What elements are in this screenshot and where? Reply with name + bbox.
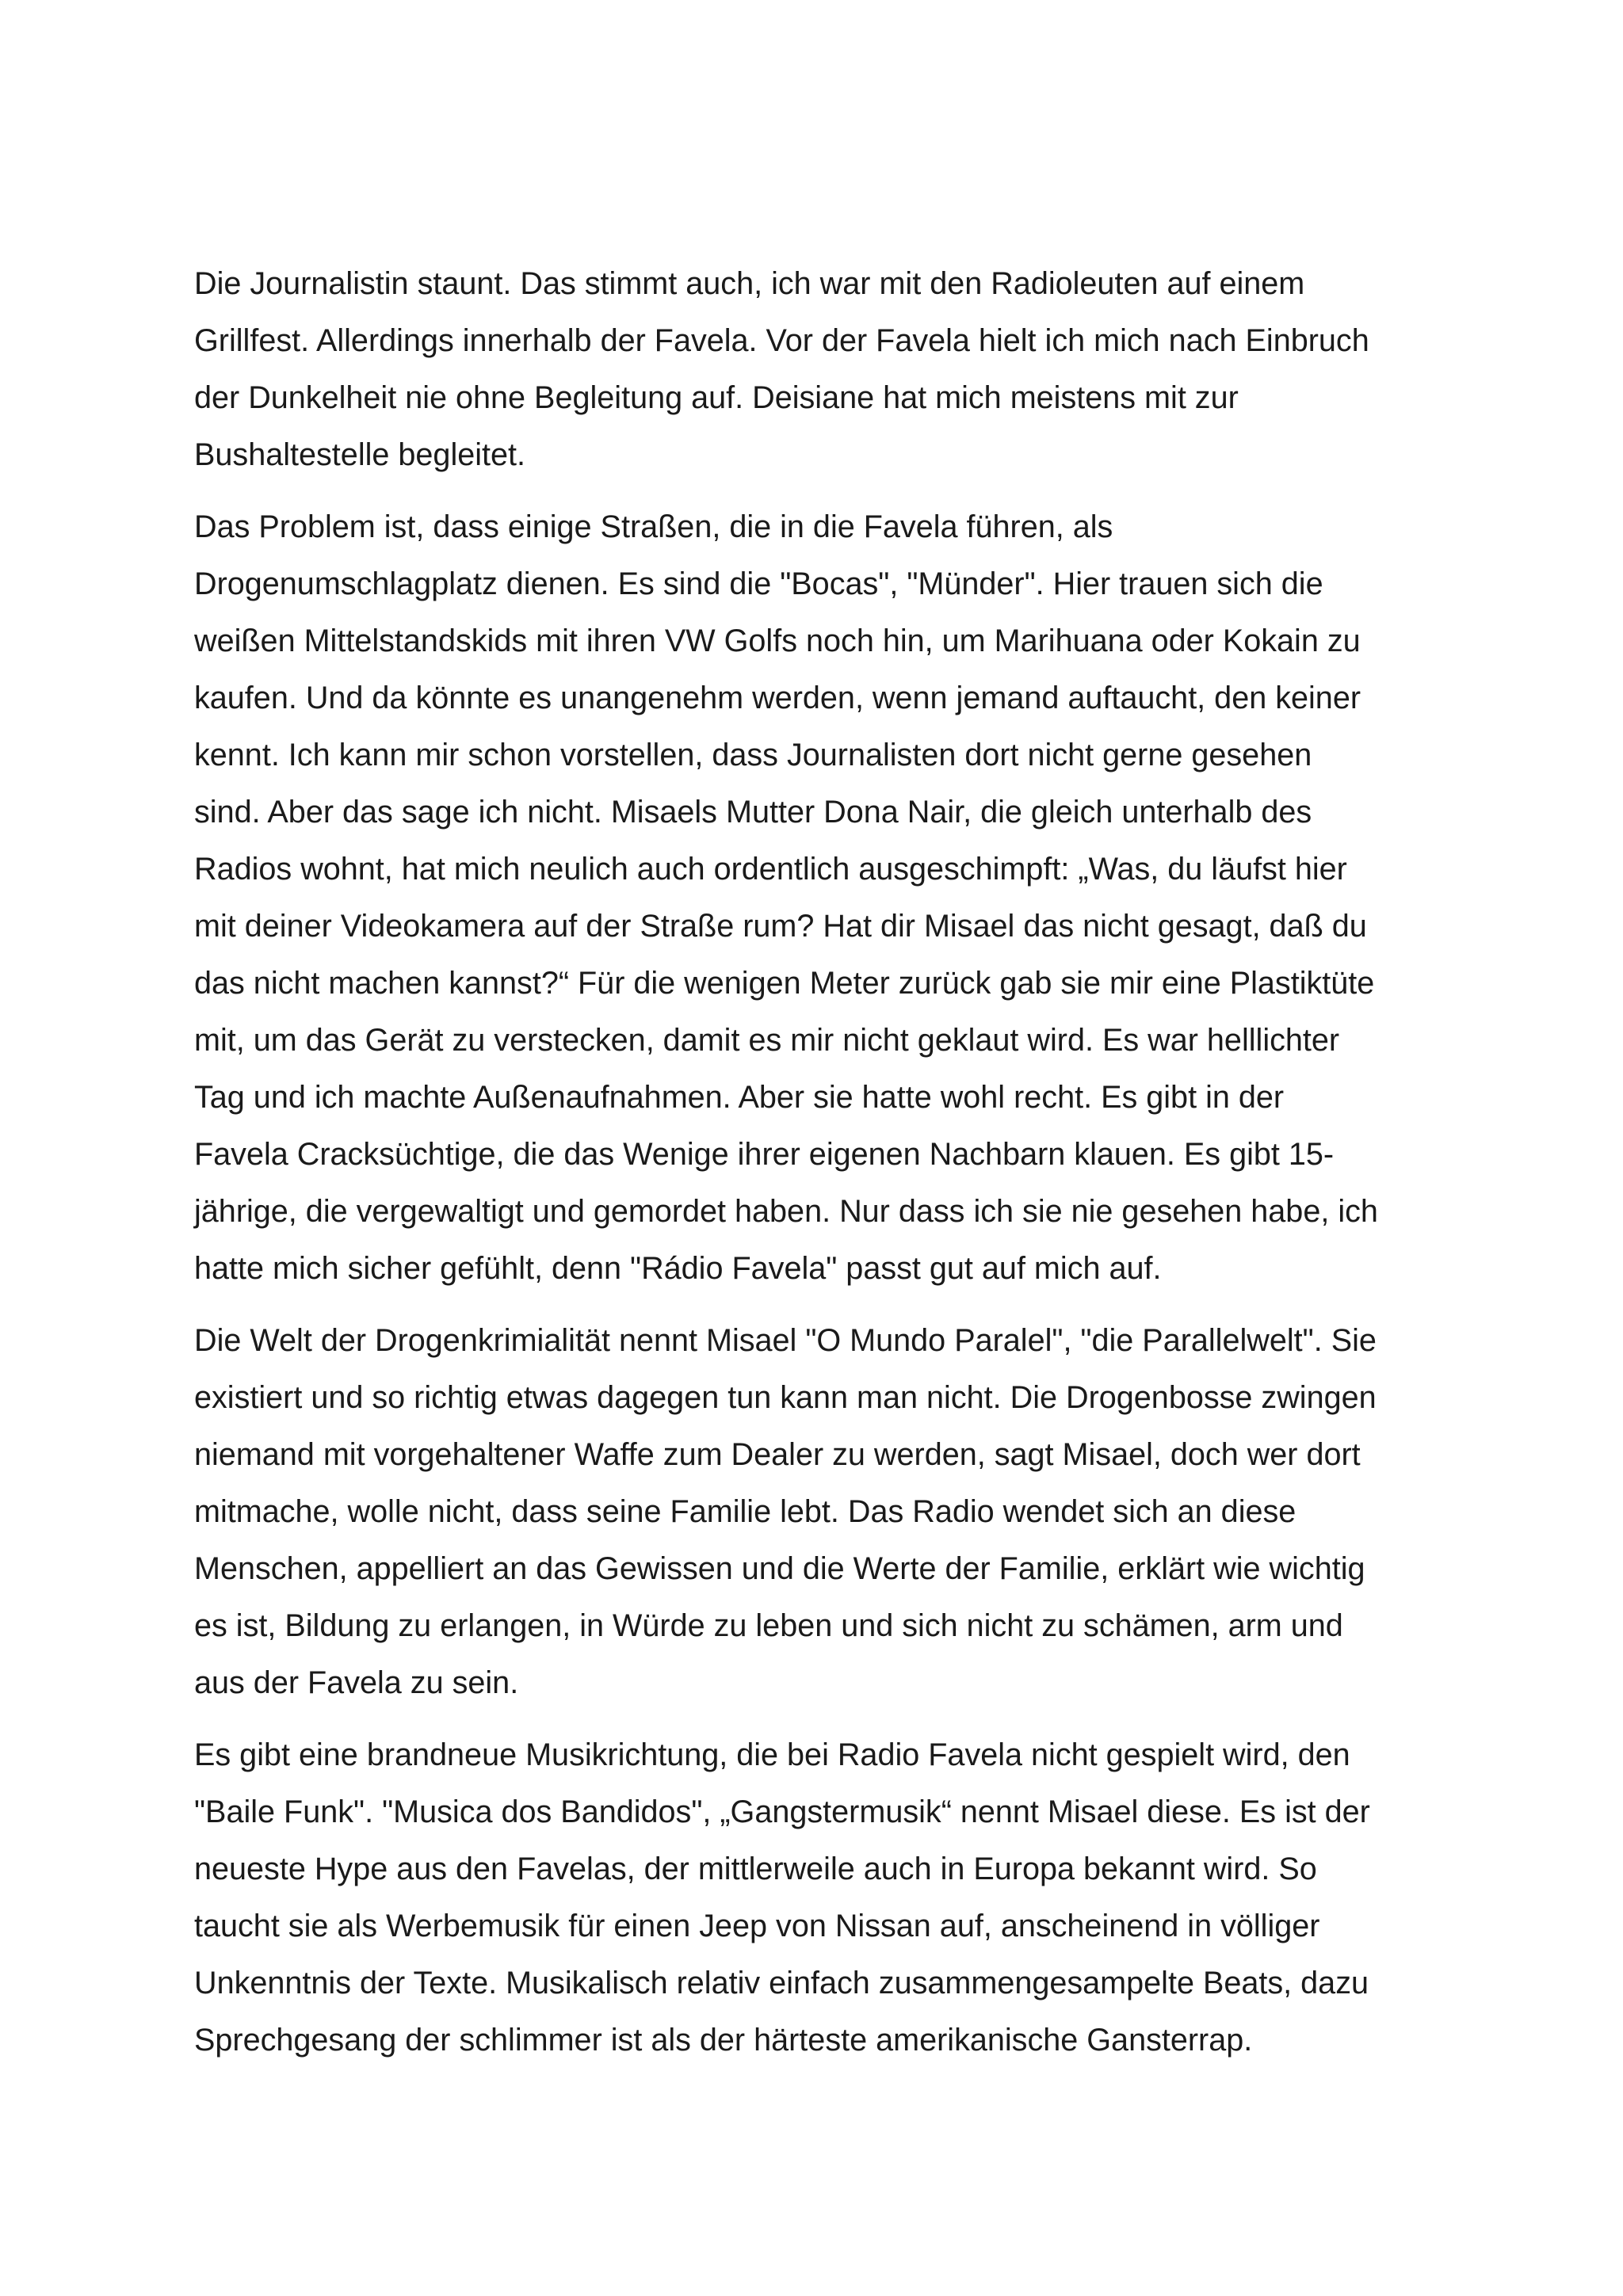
text-line: hatte mich sicher gefühlt, denn "Rádio Favela" passt gut auf mich auf.	[194, 1251, 1162, 1286]
text-line: Die Welt der Drogenkrimialität nennt Misael "O Mundo Paralel", "die Parallelwelt". Sie	[194, 1323, 1377, 1358]
text-line: Menschen, appelliert an das Gewissen und die Werte der Familie, erklärt wie wichtig	[194, 1551, 1365, 1586]
paragraph-1	[194, 255, 1446, 483]
text-line: Es gibt eine brandneue Musikrichtung, die bei Radio Favela nicht gespielt wird, den	[194, 1737, 1350, 1772]
text-line: Radios wohnt, hat mich neulich auch ordentlich ausgeschimpft: „Was, du läufst hier	[194, 852, 1347, 887]
text-line: aus der Favela zu sein.	[194, 1665, 519, 1700]
text-line: niemand mit vorgehaltener Waffe zum Dealer zu werden, sagt Misael, doch wer dort	[194, 1437, 1361, 1472]
text-line: jährige, die vergewaltigt und gemordet haben. Nur dass ich sie nie gesehen habe, ich	[194, 1194, 1378, 1229]
paragraph-4	[194, 1726, 1446, 2069]
text-line: taucht sie als Werbemusik für einen Jeep von Nissan auf, anscheinend in völliger	[194, 1909, 1320, 1943]
text-line: der Dunkelheit nie ohne Begleitung auf. Deisiane hat mich meistens mit zur	[194, 380, 1239, 415]
text-line: Bushaltestelle begleitet.	[194, 437, 526, 472]
text-line: mit deiner Videokamera auf der Straße rum? Hat dir Misael das nicht gesagt, daß du	[194, 909, 1367, 944]
text-line: Tag und ich machte Außenaufnahmen. Aber sie hatte wohl recht. Es gibt in der	[194, 1080, 1285, 1115]
text-line: "Baile Funk". "Musica dos Bandidos", „Gangstermusik“ nennt Misael diese. Es ist der	[194, 1794, 1370, 1829]
paragraph-2	[194, 498, 1446, 1297]
text-line: kaufen. Und da könnte es unangenehm werden, wenn jemand auftaucht, den keiner	[194, 681, 1361, 715]
text-line: Drogenumschlagplatz dienen. Es sind die "Bocas", "Münder". Hier trauen sich die	[194, 566, 1323, 601]
text-line: Das Problem ist, dass einige Straßen, die in die Favela führen, als	[194, 509, 1113, 544]
text-line: Favela Cracksüchtige, die das Wenige ihrer eigenen Nachbarn klauen. Es gibt 15-	[194, 1137, 1335, 1172]
body-text	[194, 255, 1446, 2084]
text-line: mitmache, wolle nicht, dass seine Familie lebt. Das Radio wendet sich an diese	[194, 1494, 1296, 1529]
text-line: neueste Hype aus den Favelas, der mittlerweile auch in Europa bekannt wird. So	[194, 1852, 1317, 1886]
text-line: mit, um das Gerät zu verstecken, damit es mir nicht geklaut wird. Es war helllichter	[194, 1023, 1340, 1058]
text-line: Die Journalistin staunt. Das stimmt auch, ich war mit den Radioleuten auf einem	[194, 266, 1305, 301]
text-line: existiert und so richtig etwas dagegen tun kann man nicht. Die Drogenbosse zwingen	[194, 1380, 1377, 1415]
text-line: Sprechgesang der schlimmer ist als der härteste amerikanische Gansterrap.	[194, 2023, 1253, 2058]
text-line: sind. Aber das sage ich nicht. Misaels Mutter Dona Nair, die gleich unterhalb des	[194, 795, 1312, 830]
text-line: Unkenntnis der Texte. Musikalisch relativ einfach zusammengesampelte Beats, dazu	[194, 1966, 1369, 2000]
text-line: Grillfest. Allerdings innerhalb der Favela. Vor der Favela hielt ich mich nach Einbruch	[194, 323, 1369, 358]
paragraph-3	[194, 1312, 1446, 1711]
text-line: das nicht machen kannst?“ Für die wenigen Meter zurück gab sie mir eine Plastiktüte	[194, 966, 1375, 1001]
text-line: weißen Mittelstandskids mit ihren VW Golfs noch hin, um Marihuana oder Kokain zu	[194, 624, 1361, 658]
text-line: kennt. Ich kann mir schon vorstellen, dass Journalisten dort nicht gerne gesehen	[194, 738, 1312, 772]
text-line: es ist, Bildung zu erlangen, in Würde zu leben und sich nicht zu schämen, arm und	[194, 1608, 1343, 1643]
